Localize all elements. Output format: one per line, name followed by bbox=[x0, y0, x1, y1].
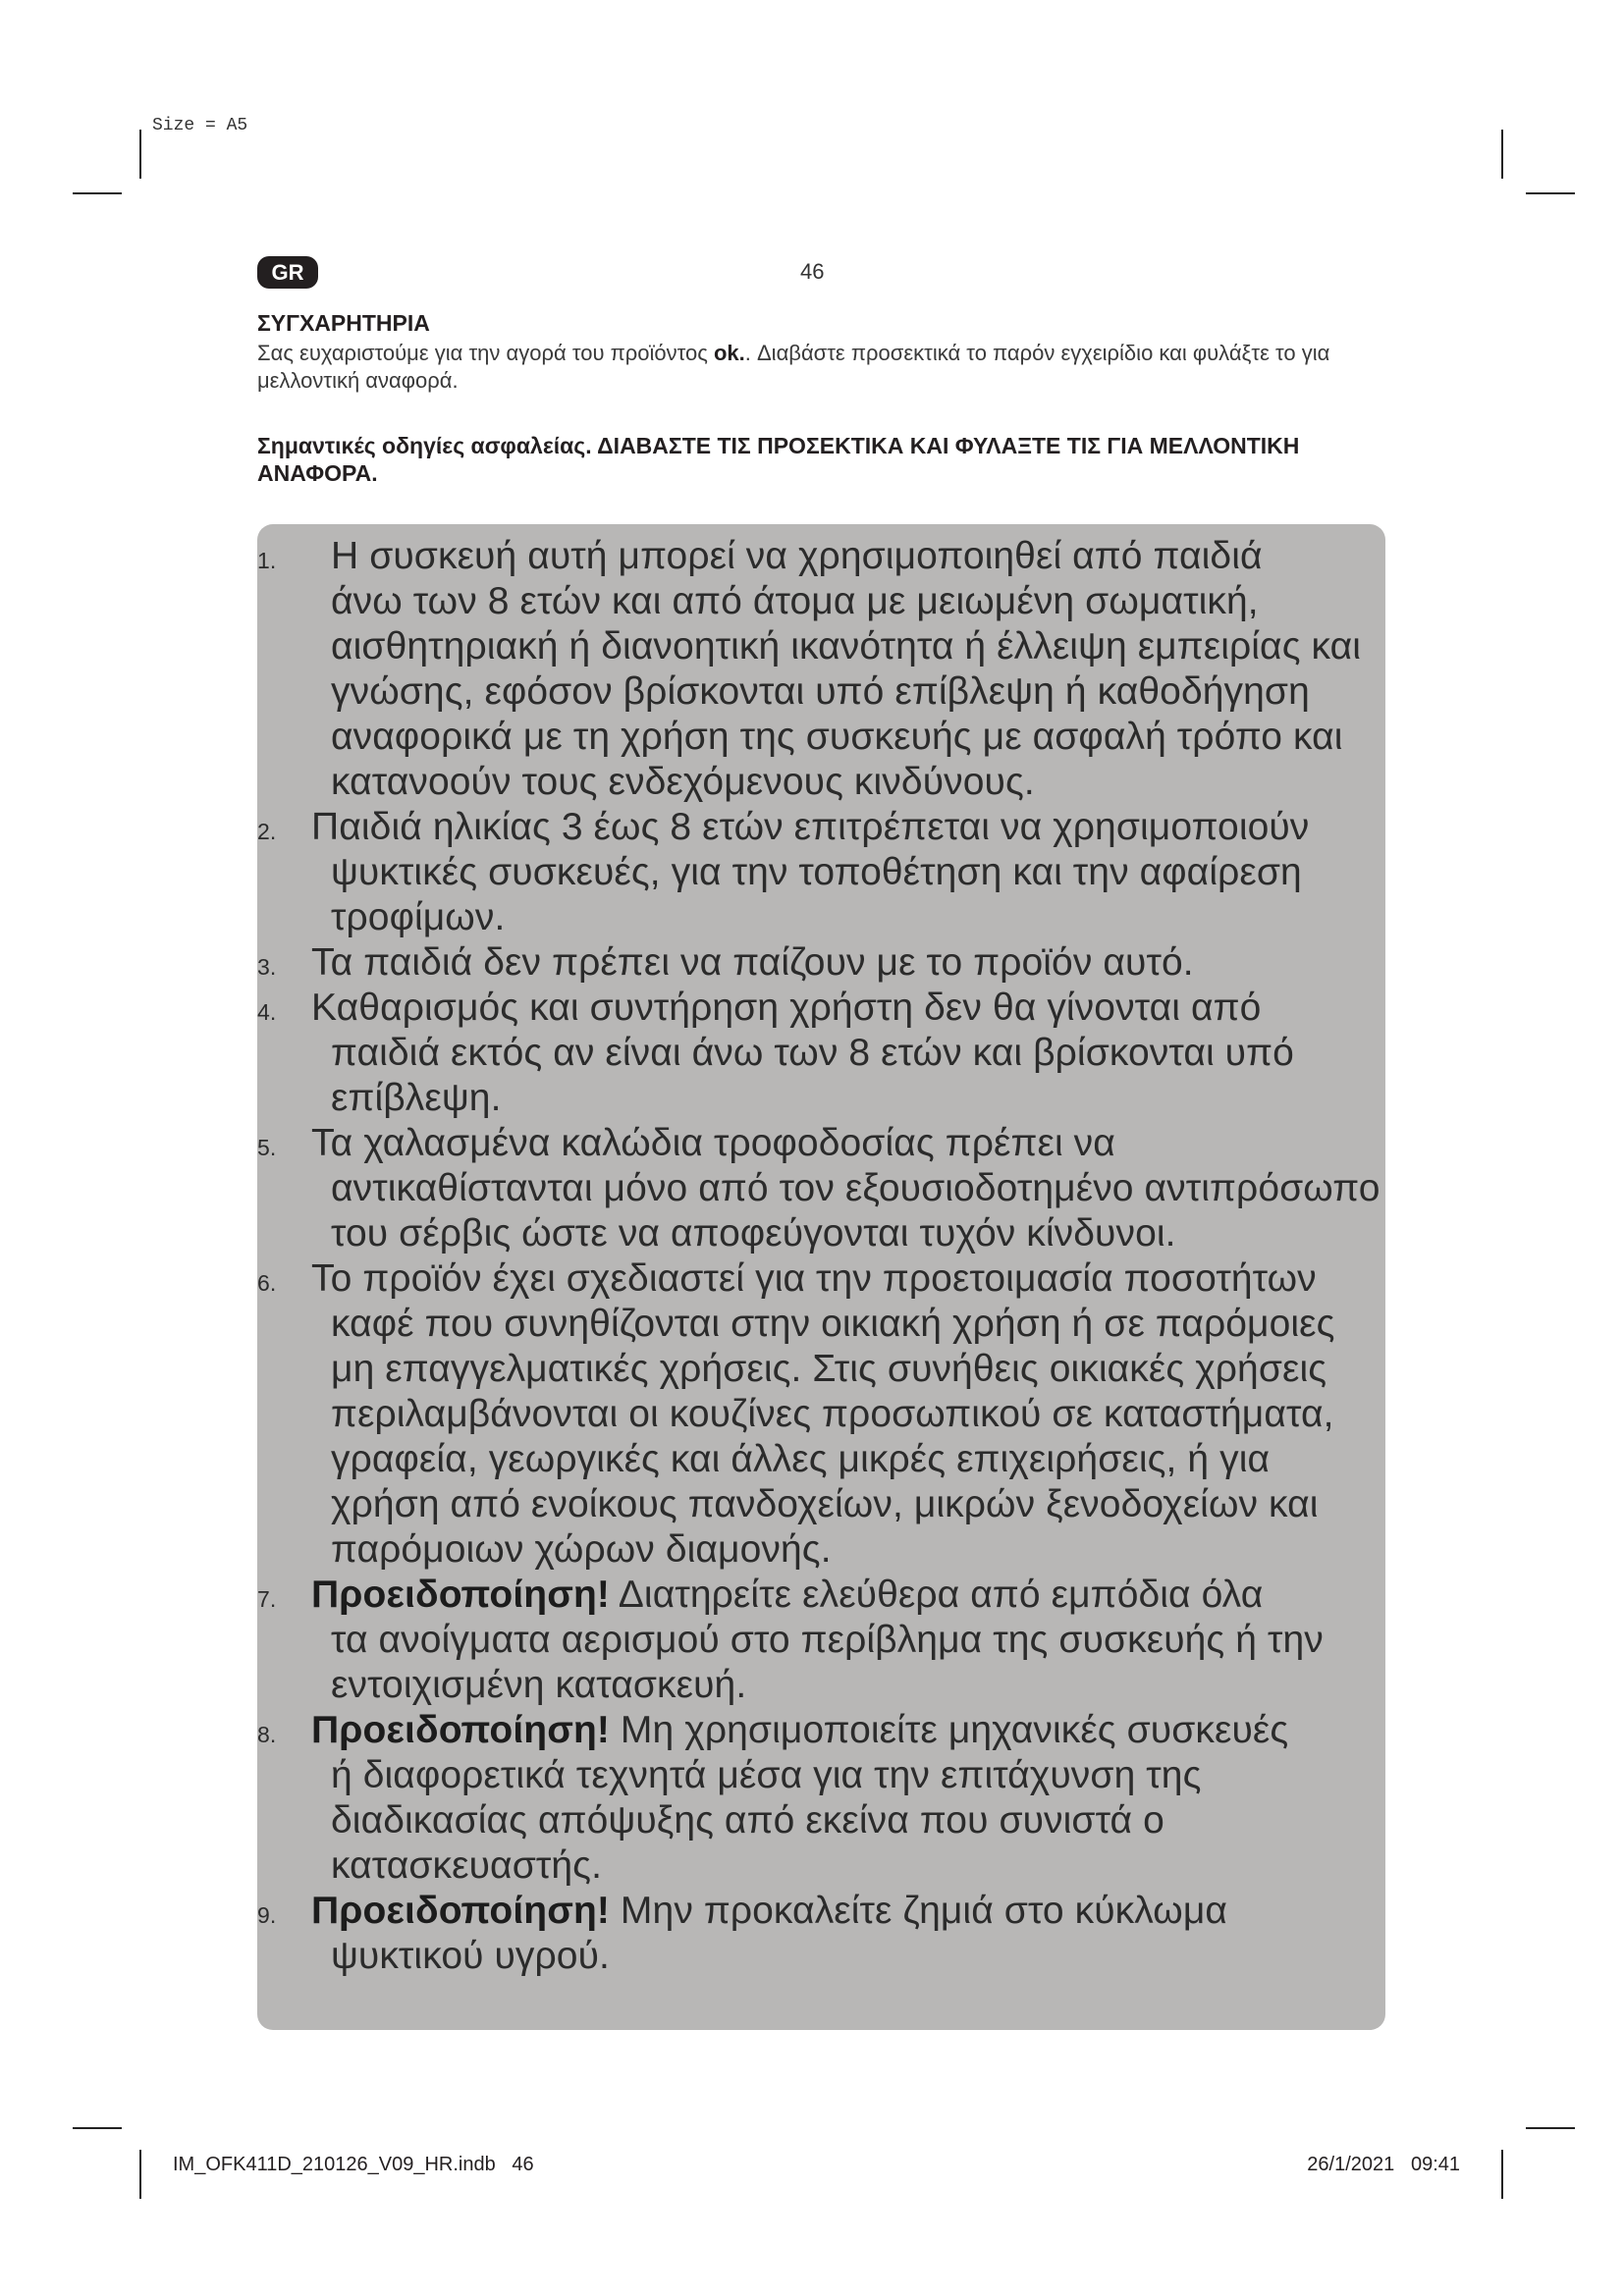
instruction-item bbox=[257, 1573, 1385, 1708]
instruction-number: 2. bbox=[257, 819, 277, 844]
instruction-text: Μην προκαλείτε ζημιά στο κύκλωμα bbox=[610, 1890, 1228, 1932]
instruction-text: Τα παιδιά δεν πρέπει να παίζουν με το προϊόν αυτό. bbox=[311, 941, 1194, 984]
instruction-number: 5. bbox=[257, 1135, 277, 1160]
instruction-text-cont: παιδιά εκτός αν είναι άνω των 8 ετών και βρίσκονται υπό επίβλεψη. bbox=[331, 1032, 1294, 1119]
warning-label: Προειδοποίηση! bbox=[311, 1574, 610, 1616]
instruction-text: Καθαρισμός και συντήρηση χρήστη δεν θα γίνονται από bbox=[311, 987, 1262, 1029]
instruction-text-cont: αντικαθίστανται μόνο από τον εξουσιοδοτημένο αντιπρόσωπο του σέρβις ώστε να αποφεύγονται τυχόν κίνδυνοι. bbox=[331, 1167, 1380, 1255]
instruction-text: Διατηρείτε ελεύθερα από εμπόδια όλα bbox=[610, 1574, 1264, 1616]
instruction-item bbox=[257, 1121, 1385, 1256]
crop-mark bbox=[1501, 2150, 1503, 2199]
footer-filename: IM_OFK411D_210126_V09_HR.indb 46 bbox=[173, 2154, 534, 2175]
safety-heading: Σημαντικές οδηγίες ασφαλείας. ΔΙΑΒΑΣΤΕ ΤΙΣ ΠΡΟΣΕΚΤΙΚΑ ΚΑΙ ΦΥΛΑΞΤΕ ΤΙΣ ΓΙΑ ΜΕΛΛΟΝΤΙΚΗ ΑΝΑΦΟΡΑ. bbox=[257, 433, 1300, 486]
instruction-number: 4. bbox=[257, 999, 277, 1025]
instruction-text-cont: ψυκτικές συσκευές, για την τοποθέτηση και την αφαίρεση τροφίμων. bbox=[331, 851, 1302, 938]
instruction-number: 3. bbox=[257, 954, 277, 980]
instruction-text-cont: άνω των 8 ετών και από άτομα με μειωμένη σωματική, αισθητηριακή ή διανοητική ικανότητα ή έλλειψη εμπειρίας και γνώσης, εφόσον βρίσκονται υπό επίβλεψη ή καθοδήγηση αναφορικά με τη χρήση της συσκευής με ασφαλή τρόπο και κατανοούν τους ενδεχόμενους κινδύνους. bbox=[331, 580, 1362, 803]
instruction-number: 9. bbox=[257, 1902, 277, 1928]
warning-label: Προειδοποίηση! bbox=[311, 1709, 610, 1751]
instruction-number: 6. bbox=[257, 1270, 277, 1296]
instruction-item bbox=[257, 1256, 1385, 1573]
crop-mark bbox=[73, 2127, 122, 2129]
brand-name: ok. bbox=[713, 341, 745, 365]
intro-text: Σας ευχαριστούμε για την αγορά του προϊόντος bbox=[257, 341, 714, 365]
crop-mark bbox=[139, 130, 141, 179]
instruction-number: 8. bbox=[257, 1722, 277, 1747]
safety-instructions-list bbox=[257, 524, 1385, 1979]
instruction-text-cont: τα ανοίγματα αερισμού στο περίβλημα της συσκευής ή την εντοιχισμένη κατασκευή. bbox=[331, 1619, 1324, 1706]
instruction-text: Παιδιά ηλικίας 3 έως 8 ετών επιτρέπεται να χρησιμοποιούν bbox=[311, 806, 1310, 848]
page-number: 46 bbox=[800, 259, 825, 284]
congrats-title: ΣΥΓΧΑΡΗΤΗΡΙΑ bbox=[257, 310, 430, 336]
instruction-text: Η συσκευή αυτή μπορεί να χρησιμοποιηθεί από παιδιά bbox=[331, 535, 1263, 577]
crop-mark bbox=[73, 192, 122, 194]
instruction-item bbox=[257, 1889, 1385, 1979]
crop-mark bbox=[1526, 192, 1575, 194]
instruction-text-cont: καφέ που συνηθίζονται στην οικιακή χρήση ή σε παρόμοιες μη επαγγελματικές χρήσεις. Στις συνήθεις οικιακές χρήσεις περιλαμβάνονται οι κουζίνες προσωπικού σε καταστήματα, γραφεία, γεωργικές και άλλες μικρές επιχειρήσεις, ή για χρήση από ενοίκους πανδοχείων, μικρών ξενοδοχείων και παρόμοιων χώρων διαμονής. bbox=[331, 1303, 1335, 1571]
safety-instructions-box bbox=[257, 524, 1385, 2030]
warning-label: Προειδοποίηση! bbox=[311, 1890, 610, 1932]
instruction-number: 7. bbox=[257, 1586, 277, 1612]
intro-paragraph bbox=[257, 340, 1367, 395]
slug-label: Size = A5 bbox=[152, 116, 248, 135]
instruction-number: 1. bbox=[257, 548, 277, 573]
language-badge: GR bbox=[257, 256, 318, 289]
instruction-item bbox=[257, 1708, 1385, 1889]
instruction-text: Μη χρησιμοποιείτε μηχανικές συσκευές bbox=[610, 1709, 1289, 1751]
instruction-text-cont: ή διαφορετικά τεχνητά μέσα για την επιτάχυνση της διαδικασίας απόψυξης από εκείνα που συνιστά ο κατασκευαστής. bbox=[331, 1754, 1202, 1887]
instruction-item bbox=[257, 986, 1385, 1121]
footer-timestamp: 26/1/2021 09:41 bbox=[1307, 2154, 1460, 2175]
intro-text-end: . Διαβάστε προσεκτικά το παρόν εγχειρίδιο και φυλάξτε το για μελλοντική αναφορά. bbox=[257, 341, 1330, 393]
crop-mark bbox=[139, 2150, 141, 2199]
instruction-item bbox=[257, 940, 1385, 986]
instruction-item bbox=[257, 534, 1385, 805]
instruction-item bbox=[257, 805, 1385, 940]
crop-mark bbox=[1526, 2127, 1575, 2129]
instruction-text: Τα χαλασμένα καλώδια τροφοδοσίας πρέπει να bbox=[311, 1122, 1115, 1164]
instruction-text: Το προϊόν έχει σχεδιαστεί για την προετοιμασία ποσοτήτων bbox=[311, 1257, 1317, 1300]
instruction-text-cont: ψυκτικού υγρού. bbox=[331, 1935, 610, 1977]
crop-mark bbox=[1501, 130, 1503, 179]
